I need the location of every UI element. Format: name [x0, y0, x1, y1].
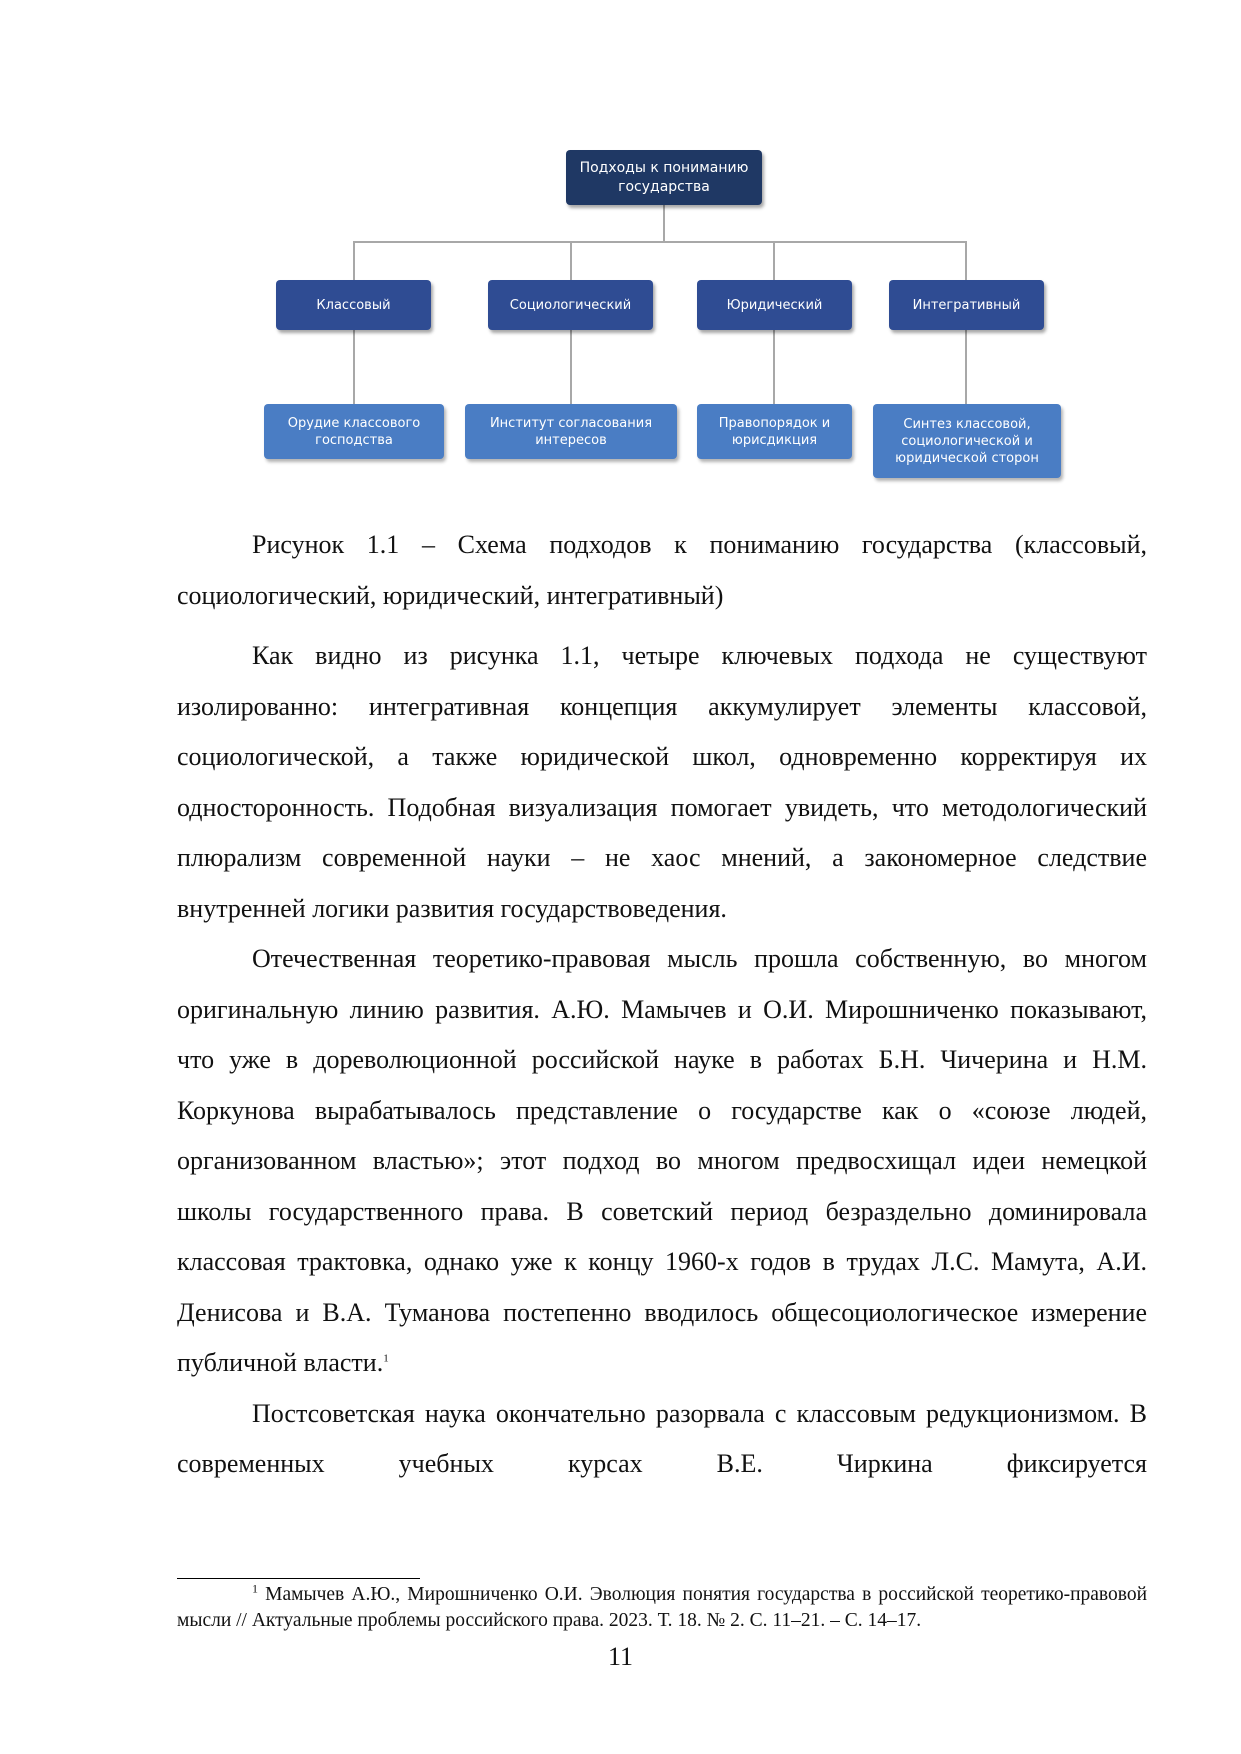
root-line-2: государства: [618, 178, 710, 195]
root-line-1: Подходы к пониманию: [579, 159, 749, 176]
diagram-root-node: [566, 150, 762, 205]
detail-line: социологической и: [901, 433, 1033, 449]
figure-caption-block: [177, 520, 1147, 621]
approach-node-yuridichesky: [697, 280, 852, 330]
detail-node-yuridichesky: [697, 404, 852, 459]
detail-node-integrativny: [873, 404, 1061, 478]
detail-line: Синтез классовой,: [903, 416, 1031, 432]
connector-horizontal: [353, 241, 966, 243]
figure-caption: Рисунок 1.1 – Схема подходов к пониманию государства (классовый, социологический, юридический, интегративный): [177, 530, 1147, 610]
connector-yuridichesky-detail: [773, 330, 775, 404]
approach-node-integrativny: [889, 280, 1044, 330]
footnote-text: Мамычев А.Ю., Мирошниченко О.И. Эволюция понятия государства в российской теоретико-правовой мысли // Актуальные проблемы российского права. 2023. Т. 18. № 2. С. 11–21. – С. 14–17.: [177, 1584, 1148, 1631]
approach-node-classovy: [276, 280, 431, 330]
connector-integrativny-detail: [965, 330, 967, 404]
connector-classovy: [353, 241, 355, 280]
connector-sociologichesky-detail: [570, 330, 572, 404]
detail-line: Институт согласования: [489, 415, 653, 431]
detail-line: Орудие классового: [287, 415, 421, 431]
detail-line: Правопорядок и: [718, 415, 831, 431]
detail-line: господства: [315, 432, 393, 448]
paragraph-3: Постсоветская наука окончательно разорвала с классовым редукционизмом. В современных учебных курсах В.Е. Чиркина фиксируется: [177, 1398, 1147, 1478]
paragraph-2-text: Отечественная теоретико-правовая мысль прошла собственную, во многом оригинальную линию развития. А.Ю. Мамычев и О.И. Мирошниченко показывают, что уже в дореволюционной российской науке в работах Б.Н. Чичерина и Н.М. Коркунова вырабатывалось представление о государстве как о «союзе людей, организованном властью»; этот подход во многом предвосхищал идеи немецкой школы государственного права. В советский период безраздельно доминировала классовая трактовка, однако уже к концу 1960-х годов в трудах Л.С. Мамута, А.И. Денисова и В.А. Туманова постепенно вводилось общесоциологическое измерение публичной власти.: [177, 944, 1147, 1377]
detail-line: юрисдикция: [731, 432, 818, 448]
detail-line: юридической сторон: [895, 450, 1039, 466]
footnote-separator: [177, 1578, 420, 1579]
detail-node-sociologichesky: [465, 404, 677, 459]
paragraph-2: [177, 934, 1147, 1389]
connector-root: [663, 205, 665, 242]
approaches-diagram: [0, 0, 1241, 490]
connector-sociologichesky: [570, 241, 572, 280]
detail-line: интересов: [535, 432, 607, 448]
paragraph-1: Как видно из рисунка 1.1, четыре ключевых подхода не существуют изолированно: интегративная концепция аккумулирует элементы классовой, социологической, а также юридической школ, одновременно корректируя их односторонность. Подобная визуализация помогает увидеть, что методологический плюрализм современной науки – не хаос мнений, а закономерное следствие внутренней логики развития государствоведения.: [177, 641, 1147, 923]
detail-node-classovy: [264, 404, 444, 459]
approach-node-sociologichesky: [488, 280, 653, 330]
approach-label: Классовый: [316, 297, 391, 313]
footnote-reference: 1: [383, 1352, 389, 1365]
footnote-marker: 1: [252, 1581, 258, 1596]
connector-yuridichesky: [773, 241, 775, 280]
approach-label: Интегративный: [912, 297, 1021, 313]
approach-label: Юридический: [726, 297, 823, 313]
approach-label: Социологический: [509, 297, 632, 313]
connector-classovy-detail: [353, 330, 355, 404]
page-number: 11: [607, 1642, 634, 1671]
connector-integrativny: [965, 241, 967, 280]
body-text: [177, 631, 1147, 1490]
footnote: [177, 1582, 1147, 1634]
